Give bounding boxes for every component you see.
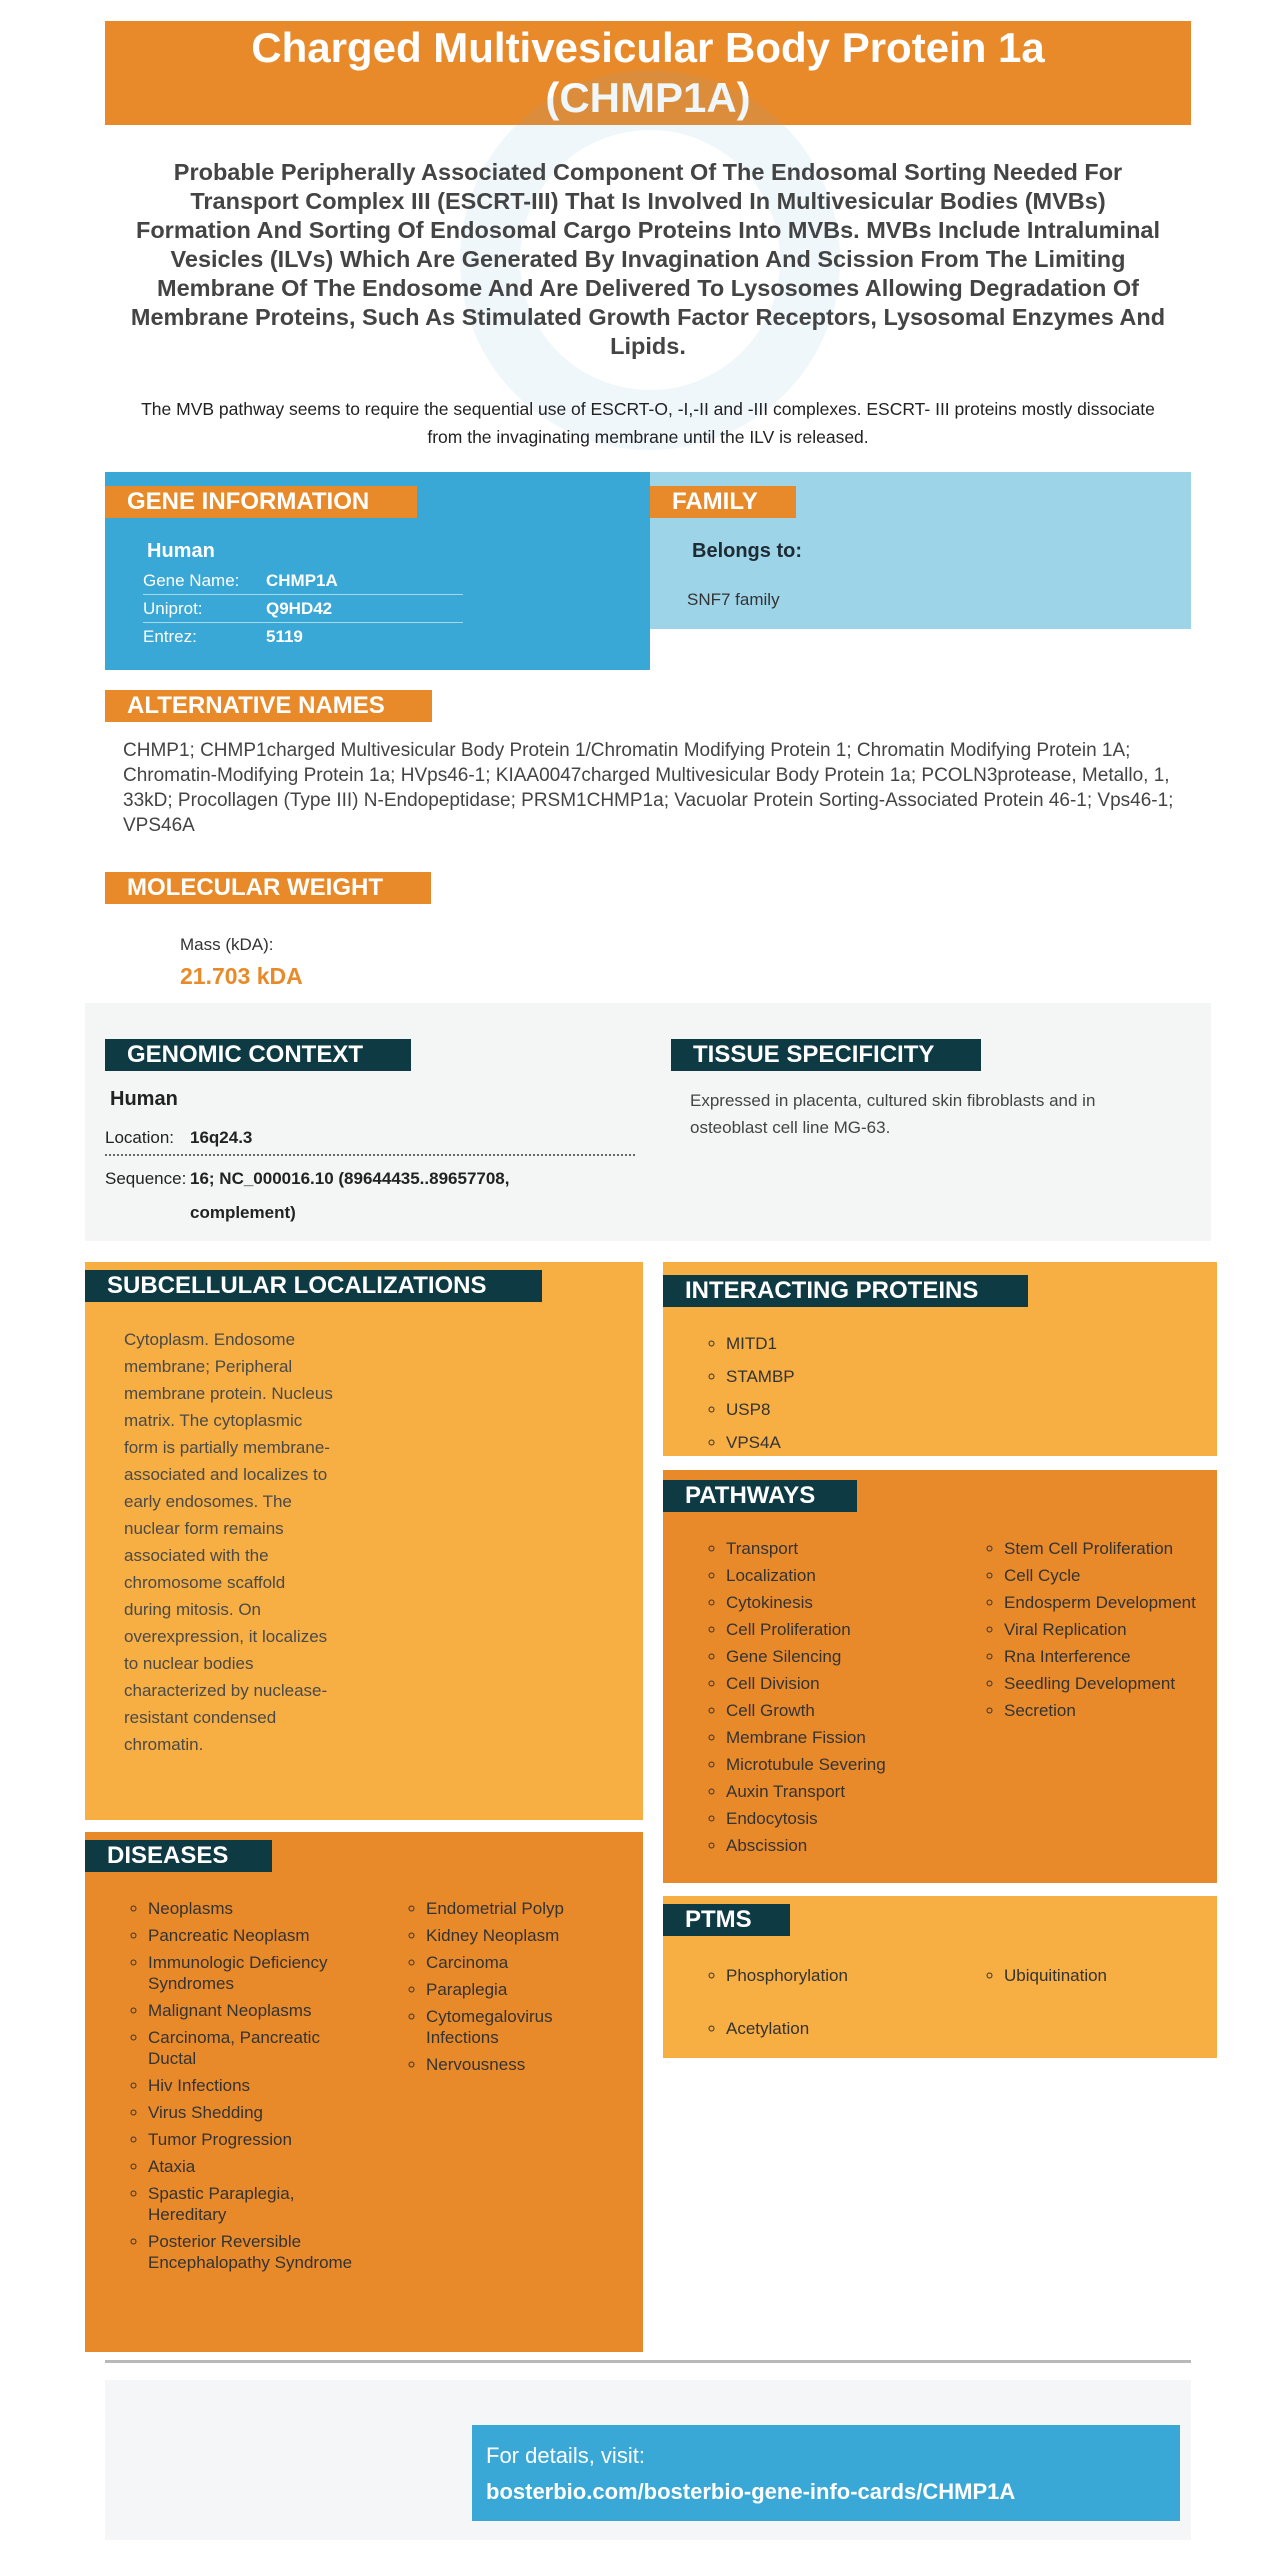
list-item: ◦ Cell Growth [726,1700,976,1721]
list-item: ◦ Kidney Neoplasm [426,1925,616,1946]
list-item: ◦ Rna Interference [1004,1646,1204,1667]
gene-info-table [143,567,463,651]
list-item: ◦ Abscission [726,1835,976,1856]
tissue-specificity-text: Expressed in placenta, cultured skin fibroblasts and in osteoblast cell line MG-63. [690,1091,1096,1137]
details-box [472,2425,1180,2521]
gene-name-value: CHMP1A [266,570,338,590]
entrez-value: 5119 [266,627,303,646]
alternative-names-label: ALTERNATIVE NAMES [105,690,432,722]
footer-divider [105,2360,1191,2363]
list-item: ◦ Nervousness [426,2054,616,2075]
genomic-species: Human [110,1088,178,1110]
gene-name-key: Gene Name: [143,570,240,590]
list-item: ◦ Hiv Infections [148,2075,358,2096]
gene-information-panel [105,472,650,670]
family-panel [650,472,1191,629]
details-link[interactable]: bosterbio.com/bosterbio-gene-info-cards/CHMP1A [486,2479,1016,2504]
list-item: ◦ Tumor Progression [148,2129,358,2150]
list-item: ◦ Stem Cell Proliferation [1004,1538,1204,1559]
gene-information-label: GENE INFORMATION [105,486,417,518]
genomic-context-label: GENOMIC CONTEXT [105,1039,411,1071]
list-item: ◦ Neoplasms [148,1898,358,1919]
list-item: ◦ Transport [726,1538,976,1559]
pathways-list-col1 [726,1538,976,1862]
list-item: ◦ Virus Shedding [148,2102,358,2123]
list-item: ◦ Malignant Neoplasms [148,2000,358,2021]
list-item: ◦ Cell Division [726,1673,976,1694]
list-item: ◦ Cytokinesis [726,1592,976,1613]
mass-label: Mass (kDA): [180,935,274,954]
ptms-list-col2 [1004,1962,1204,1995]
mvb-pathway-note: The MVB pathway seems to require the sequential use of ESCRT-O, -I,-II and -III complexes. ESCRT- III proteins mostly dissociate from the invaginating membrane until the ILV is released. [141,399,1155,447]
list-item: ◦ VPS4A [726,1429,795,1456]
list-item: ◦ STAMBP [726,1363,795,1390]
list-item: ◦ Cytomegalovirus Infections [426,2006,616,2048]
family-belongs-label: Belongs to: [692,540,802,562]
list-item: ◦ Carcinoma [426,1952,616,1973]
uniprot-value: Q9HD42 [266,598,333,618]
list-item: ◦ Endocytosis [726,1808,976,1829]
list-item: ◦ Pancreatic Neoplasm [148,1925,358,1946]
list-item: ◦ Secretion [1004,1700,1204,1721]
diseases-label: DISEASES [85,1840,272,1872]
diseases-list-col1 [148,1898,358,2279]
list-item: ◦ Endosperm Development [1004,1592,1204,1613]
gene-info-row [143,623,463,651]
subcellular-label: SUBCELLULAR LOCALIZATIONS [85,1270,542,1302]
list-item: ◦ Endometrial Polyp [426,1898,616,1919]
family-value: SNF7 family [687,590,780,609]
sequence-key: Sequence: [105,1169,187,1188]
alternative-names-text: CHMP1; CHMP1charged Multivesicular Body Protein 1/Chromatin Modifying Protein 1; Chromatin Modifying Protein 1A; Chromatin-Modifying Protein 1a; HVps46-1; KIAA0047charged Multivesicular Body Protein 1a; PCOLN3protease, Metallo, 1, 33kD; Procollagen (Type III) N-Endopeptidase; PRSM1CHMP1a; Vacuolar Protein Sorting-Associated Protein 46-1; Vps46-1; VPS46A [123,740,1174,836]
list-item: ◦ MITD1 [726,1330,795,1357]
list-item: ◦ Viral Replication [1004,1619,1204,1640]
ptms-panel [663,1896,1217,2058]
diseases-list-col2 [426,1898,616,2081]
list-item: ◦ Gene Silencing [726,1646,976,1667]
list-item: ◦ Microtubule Severing [726,1754,976,1775]
pathways-label: PATHWAYS [663,1480,857,1512]
list-item: ◦ Ubiquitination [1004,1962,1204,1989]
entrez-key: Entrez: [143,627,197,646]
interacting-proteins-panel [663,1262,1217,1456]
list-item: ◦ Localization [726,1565,976,1586]
list-item: ◦ Ataxia [148,2156,358,2177]
interacting-proteins-list [726,1330,795,1462]
location-key: Location: [105,1128,174,1147]
tissue-specificity-label: TISSUE SPECIFICITY [671,1039,981,1071]
page-title: Charged Multivesicular Body Protein 1a (CHMP1A) [251,24,1045,121]
subcellular-text: Cytoplasm. Endosome membrane; Peripheral membrane protein. Nucleus matrix. The cytoplasmic form is partially membrane-associated and localizes to early endosomes. The nuclear form remains associated with the chromosome scaffold during mitosis. On overexpression, it localizes to nuclear bodies characterized by nuclease-resistant condensed chromatin. [124,1330,333,1754]
gene-info-row [143,595,463,623]
family-label: FAMILY [650,486,796,518]
list-item: ◦ Acetylation [726,2015,966,2042]
location-row [105,1128,635,1156]
diseases-panel [85,1832,643,2352]
interacting-proteins-label: INTERACTING PROTEINS [663,1275,1028,1307]
subcellular-panel [85,1262,643,1820]
details-label: For details, visit: [486,2443,645,2468]
molecular-weight-label: MOLECULAR WEIGHT [105,872,431,904]
list-item: ◦ USP8 [726,1396,795,1423]
mass-value: 21.703 kDA [180,963,303,989]
pathways-panel [663,1470,1217,1883]
gene-species: Human [147,540,215,562]
uniprot-key: Uniprot: [143,598,203,618]
location-value: 16q24.3 [190,1128,253,1147]
list-item: ◦ Membrane Fission [726,1727,976,1748]
list-item: ◦ Paraplegia [426,1979,616,2000]
list-item: ◦ Immunologic Deficiency Syndromes [148,1952,358,1994]
list-item: ◦ Cell Cycle [1004,1565,1204,1586]
list-item: ◦ Auxin Transport [726,1781,976,1802]
list-item: ◦ Posterior Reversible Encephalopathy Syndrome [148,2231,358,2273]
list-item: ◦ Cell Proliferation [726,1619,976,1640]
ptms-label: PTMS [663,1904,790,1936]
function-description: Probable Peripherally Associated Component Of The Endosomal Sorting Needed For Transport Complex III (ESCRT-III) That Is Involved In Multivesicular Bodies (MVBs) Formation And Sorting Of Endosomal Cargo Proteins Into MVBs. MVBs Include Intraluminal Vesicles (ILVs) Which Are Generated By Invagination And Scission From The Limiting Membrane Of The Endosome And Are Delivered To Lysosomes Allowing Degradation Of Membrane Proteins, Such As Stimulated Growth Factor Receptors, Lysosomal Enzymes And Lipids. [130,159,1166,359]
list-item: ◦ Seedling Development [1004,1673,1204,1694]
pathways-list-col2 [1004,1538,1204,1727]
list-item: ◦ Phosphorylation [726,1962,966,1989]
sequence-row [105,1162,635,1230]
list-item: ◦ Spastic Paraplegia, Hereditary [148,2183,358,2225]
ptms-list-col1 [726,1962,966,2048]
sequence-value: 16; NC_000016.10 (89644435..89657708, complement) [190,1169,510,1222]
list-item: ◦ Carcinoma, Pancreatic Ductal [148,2027,358,2069]
gene-info-row [143,567,463,595]
